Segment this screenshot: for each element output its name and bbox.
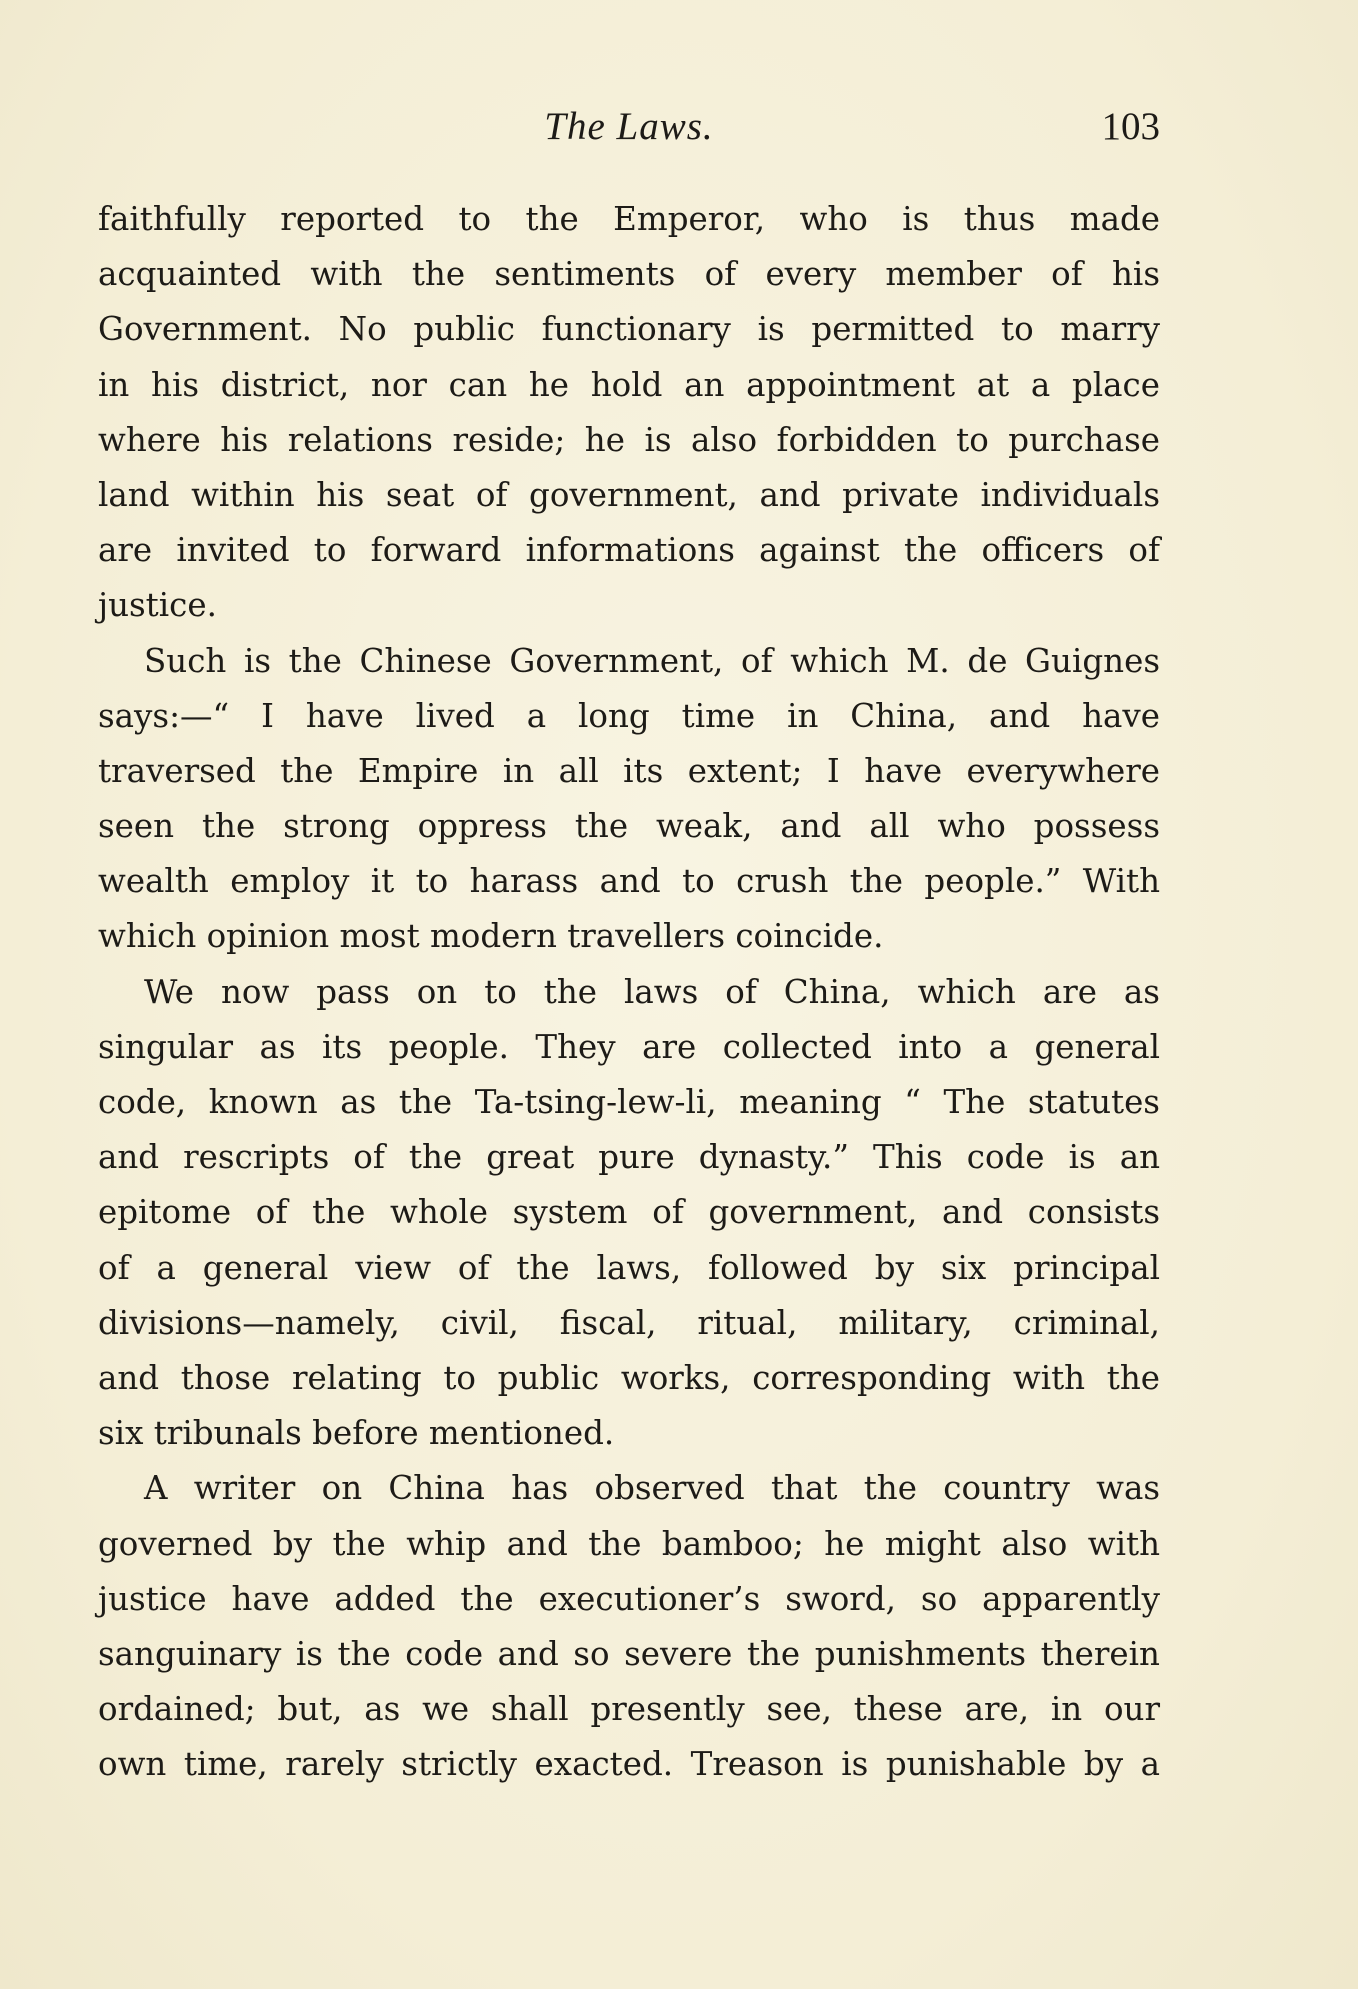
text-line: epitome of the whole system of government, and consists — [98, 1193, 1160, 1232]
text-line: where his relations reside; he is also forbidden to purchase — [98, 420, 1160, 459]
text-line: six tribunals before mentioned. — [98, 1414, 615, 1453]
text-line: seen the strong oppress the weak, and all who possess — [98, 807, 1160, 846]
text-line: sanguinary is the code and so severe the punishments therein — [98, 1634, 1160, 1673]
text-line: acquainted with the sentiments of every member of his — [98, 255, 1160, 294]
text-line: and those relating to public works, corresponding with the — [98, 1358, 1160, 1397]
text-line: wealth employ it to harass and to crush the people.” With — [98, 862, 1160, 901]
text-line: ordained; but, as we shall presently see, these are, in our — [98, 1690, 1160, 1729]
text-line: of a general view of the laws, followed by six principal — [98, 1248, 1160, 1287]
text-line: traversed the Empire in all its extent; I have everywhere — [98, 751, 1160, 790]
text-line: are invited to forward informations against the officers of — [98, 531, 1160, 570]
running-head — [98, 104, 1160, 160]
body-text — [98, 192, 1160, 1792]
text-line: says:—“ I have lived a long time in China, and have — [98, 696, 1160, 735]
text-line: land within his seat of government, and private individuals — [98, 475, 1160, 514]
text-line: justice. — [98, 586, 217, 625]
text-line: own time, rarely strictly exacted. Treason is punishable by a — [98, 1745, 1160, 1784]
text-line: in his district, nor can he hold an appointment at a place — [98, 365, 1160, 404]
running-title: The Laws. — [544, 105, 714, 148]
text-line: and rescripts of the great pure dynasty.” This code is an — [98, 1138, 1160, 1177]
text-line: faithfully reported to the Emperor, who is thus made — [98, 200, 1160, 238]
text-line: A writer on China has observed that the country was — [144, 1469, 1160, 1508]
text-line: which opinion most modern travellers coincide. — [98, 917, 884, 956]
page-number: 103 — [1101, 105, 1160, 148]
text-line: justice have added the executioner’s sword, so apparently — [98, 1579, 1160, 1618]
text-line: governed by the whip and the bamboo; he might also with — [98, 1524, 1160, 1563]
text-line: divisions—namely, civil, fiscal, ritual, military, criminal, — [98, 1303, 1160, 1342]
text-line: We now pass on to the laws of China, which are as — [144, 972, 1160, 1011]
text-line: Government. No public functionary is permitted to marry — [98, 310, 1160, 349]
text-line: singular as its people. They are collected into a general — [98, 1027, 1160, 1066]
text-line: Such is the Chinese Government, of which M. de Guignes — [144, 641, 1160, 680]
text-line: code, known as the Ta-tsing-lew-li, meaning “ The statutes — [98, 1083, 1160, 1121]
